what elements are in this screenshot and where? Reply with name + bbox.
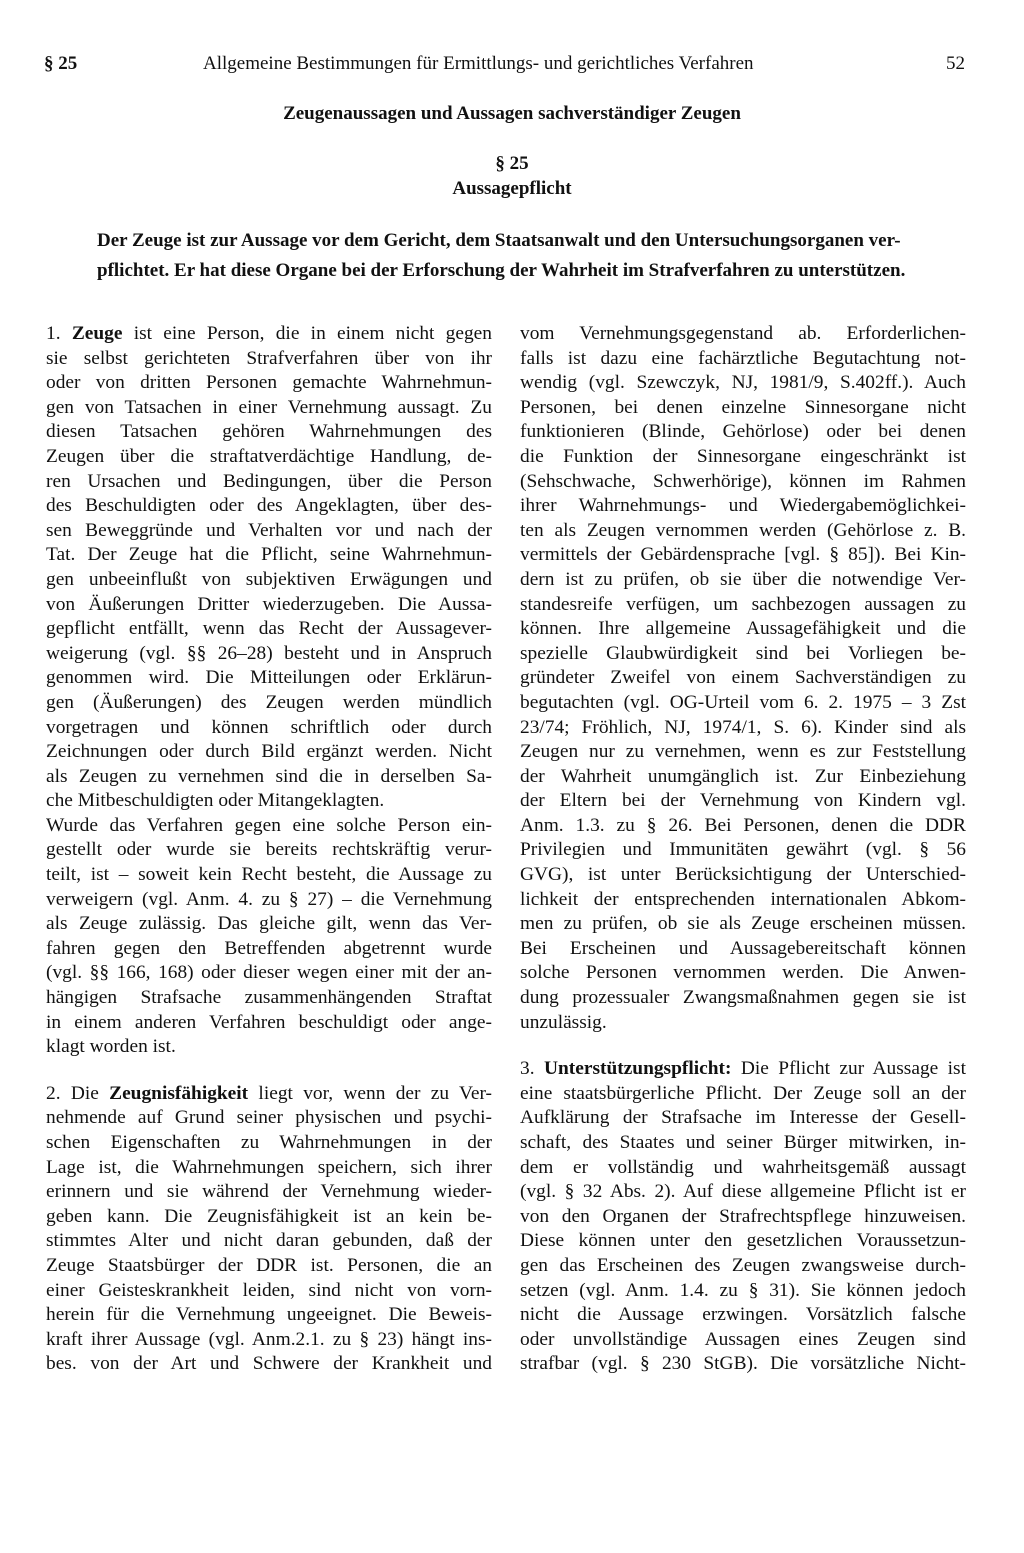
para3-body: [520, 1082, 966, 1377]
text-line: gen das Erscheinen des Zeugen zwangsweise durch-: [520, 1254, 966, 1276]
text-line: gen (Äußerungen) des Zeugen werden mündlich: [46, 691, 492, 713]
text-line: können. Ihre allgemeine Aussagefähigkeit und die: [520, 618, 966, 640]
text-line: Bei Erscheinen und Aussagebereitschaft können: [520, 937, 966, 959]
para2-first-line-rest: liegt vor, wenn der zu Ver-: [248, 1082, 492, 1104]
text-line: hängigen Strafsache zusammenhängenden Straftat: [46, 987, 492, 1009]
text-line: teilt, ist – soweit kein Recht besteht, die Aussage zu: [46, 864, 492, 886]
text-line: weigerung (vgl. §§ 26–28) besteht und in Anspruch: [46, 642, 492, 664]
text-line: Zeugen nur zu vernehmen, wenn es zur Feststellung: [520, 741, 966, 763]
text-line: von den Organen der Strafrechtspflege hinzuweisen.: [520, 1205, 966, 1227]
para1-number: 1.: [46, 323, 61, 344]
text-line: wendig (vgl. Szewczyk, NJ, 1981/9, S.402ff.). Auch: [520, 372, 966, 394]
text-line: Diese können unter den gesetzlichen Voraussetzun-: [520, 1230, 966, 1252]
para3-term: Unterstützungspflicht:: [543, 1058, 732, 1080]
text-line: bes. von der Art und Schwere der Krankheit und: [46, 1353, 492, 1375]
text-line: strafbar (vgl. § 230 StGB). Die vorsätzliche Nicht-: [520, 1353, 966, 1375]
text-line: eine staatsbürgerliche Pflicht. Der Zeuge soll an der: [520, 1082, 966, 1104]
text-line: nicht die Aussage erzwingen. Vorsätzlich falsche: [520, 1304, 966, 1326]
text-line: men zu prüfen, ob sie als Zeuge erscheinen müssen.: [520, 913, 966, 935]
text-line: sen Beweggründe und Verhalten vor und nach der: [46, 519, 492, 541]
chapter-heading: Zeugenaussagen und Aussagen sachverständiger Zeugen: [283, 103, 741, 124]
para1-term: Zeuge: [71, 323, 123, 344]
text-line: nehmende auf Grund seiner physischen und psychi-: [46, 1107, 492, 1129]
para2-body: [46, 1106, 492, 1377]
text-line: dem er vollständig und wahrheitsgemäß aussagt: [520, 1156, 966, 1178]
text-line: (Sehschwache, Schwerhörige), können im Rahmen: [520, 470, 966, 492]
text-line: Aufklärung der Strafsache im Interesse der Gesell-: [520, 1107, 966, 1129]
para2-first-line: [46, 1082, 492, 1107]
text-line: in einem anderen Verfahren beschuldigt oder ange-: [46, 1011, 492, 1033]
running-title: Allgemeine Bestimmungen für Ermittlungs- und gerichtliches Verfahren: [203, 53, 754, 74]
text-line: Privilegien und Immunitäten gewährt (vgl. § 56: [520, 839, 966, 861]
text-line: als Zeuge zulässig. Das gleiche gilt, wenn das Ver-: [46, 913, 492, 935]
para1-first-line: [46, 322, 492, 347]
text-line: kraft ihrer Aussage (vgl. Anm.2.1. zu § 23) hängt ins-: [46, 1328, 492, 1350]
text-line: Zeichnungen oder durch Bild ergänzt werden. Nicht: [46, 741, 492, 763]
text-line: Personen, bei denen einzelne Sinnesorgane nicht: [520, 396, 966, 418]
text-line: ren Ursachen und Bedingungen, über die Person: [46, 470, 492, 492]
text-line: gen von Tatsachen in einer Vernehmung aussagt. Zu: [46, 396, 492, 418]
para3-number: 3.: [520, 1058, 535, 1080]
text-line: der Eltern bei der Vernehmung von Kindern vgl.: [520, 790, 966, 812]
text-line: schen Eigenschaften zu Wahrnehmungen in der: [46, 1132, 492, 1153]
text-line: Zeuge Staatsbürger der DDR ist. Personen, die an: [46, 1254, 492, 1276]
text-line: fahren gegen den Betreffenden abgetrennt wurde: [46, 937, 492, 959]
statute-line: Der Zeuge ist zur Aussage vor dem Gericht, dem Staatsanwalt und den Untersuchungsorganen ver-: [97, 230, 901, 251]
text-line: solche Personen vernommen werden. Die Anwen-: [520, 962, 966, 984]
text-line: spezielle Glaubwürdigkeit sind bei Vorliegen be-: [520, 642, 966, 664]
para2-continuation: [520, 322, 966, 1035]
text-line: begutachten (vgl. OG-Urteil vom 6. 2. 1975 – 3 Zst: [520, 691, 966, 713]
text-line: diesen Tatsachen gehören Wahrnehmungen des: [46, 421, 492, 443]
text-line: falls ist dazu eine fachärztliche Begutachtung not-: [520, 347, 966, 369]
running-section-number: § 25: [44, 53, 78, 74]
text-line: vom Vernehmungsgegenstand ab. Erforderlichen-: [520, 323, 966, 344]
para1-first-line-rest: ist eine Person, die in einem nicht gegen: [122, 323, 492, 344]
paragraph-number: § 25: [495, 153, 529, 174]
text-line: als Zeugen zu vernehmen sind die in derselben Sa-: [46, 765, 492, 787]
text-line: vermittels der Gebärdensprache [vgl. § 85]). Bei Kin-: [520, 544, 966, 566]
statute-text: [97, 226, 929, 286]
text-line: (vgl. § 32 Abs. 2). Auf diese allgemeine Pflicht ist er: [520, 1181, 966, 1203]
text-line: gepflicht entfällt, wenn das Recht der Aussagever-: [46, 618, 492, 640]
text-line: oder von dritten Personen gemachte Wahrnehmun-: [46, 372, 492, 394]
text-line: herein für die Vernehmung ungeeignet. Die Beweis-: [46, 1304, 492, 1326]
text-line: Tat. Der Zeuge hat die Pflicht, seine Wahrnehmun-: [46, 544, 492, 566]
text-line: setzen (vgl. Anm. 1.4. zu § 31). Sie können jedoch: [520, 1279, 966, 1301]
text-line: die Funktion der Sinnesorgane eingeschränkt ist: [520, 445, 966, 467]
text-line: klagt worden ist.: [46, 1036, 176, 1058]
text-line: des Beschuldigten oder des Angeklagten, über des-: [46, 495, 492, 517]
text-line: sie selbst gerichteten Strafverfahren über von ihr: [46, 347, 492, 369]
para3-first-line: [520, 1057, 966, 1082]
text-line: verweigern (vgl. Anm. 4. zu § 27) – die Vernehmung: [46, 888, 492, 910]
text-line: unzulässig.: [520, 1011, 607, 1033]
text-line: Anm. 1.3. zu § 26. Bei Personen, denen die DDR: [520, 814, 966, 836]
text-line: dung prozessualer Zwangsmaßnahmen gegen sie ist: [520, 987, 966, 1009]
statute-line: pflichtet. Er hat diese Organe bei der Erforschung der Wahrheit im Strafverfahren zu unterstützen.: [97, 260, 906, 281]
text-line: (vgl. §§ 166, 168) oder dieser wegen einer mit der an-: [46, 962, 492, 984]
para2-term: Zeugnisfähigkeit: [109, 1082, 249, 1104]
text-line: 23/74; Fröhlich, NJ, 1974/1, S. 6). Kinder sind als: [520, 716, 966, 738]
page-number: 52: [946, 53, 965, 74]
text-line: der Wahrheit unumgänglich ist. Zur Einbeziehung: [520, 765, 966, 787]
text-line: erinnern und sie während der Vernehmung wieder-: [46, 1181, 492, 1203]
text-line: schaft, des Staates und seiner Bürger mitwirken, in-: [520, 1132, 966, 1153]
text-line: gen unbeeinflußt von subjektiven Erwägungen und: [46, 568, 492, 590]
text-line: genommen wird. Die Mitteilungen oder Erklärun-: [46, 667, 492, 689]
text-line: lichkeit der entsprechenden internationalen Abkom-: [520, 888, 966, 910]
para1b-body: [46, 814, 492, 1060]
text-line: gestellt oder wurde sie bereits rechtskräftig verur-: [46, 839, 492, 861]
text-line: funktionieren (Blinde, Gehörlose) oder bei denen: [520, 421, 966, 443]
text-line: dern ist zu prüfen, ob sie über die notwendige Ver-: [520, 568, 966, 590]
text-line: Lage ist, die Wahrnehmungen speichern, sich ihrer: [46, 1156, 492, 1178]
text-line: einer Geisteskrankheit leiden, sind nicht von vorn-: [46, 1279, 492, 1301]
text-line: Zeugen über die straftatverdächtige Handlung, de-: [46, 445, 492, 467]
text-line: standesreife verfügen, um sachbezogen aussagen zu: [520, 593, 966, 615]
para2-number: 2. Die: [46, 1082, 99, 1104]
text-line: geben kann. Die Zeugnisfähigkeit ist an kein be-: [46, 1205, 492, 1227]
text-line: che Mitbeschuldigten oder Mitangeklagten.: [46, 790, 385, 812]
para3-first-line-rest: Die Pflicht zur Aussage ist: [731, 1058, 966, 1080]
text-line: ten als Zeugen vernommen werden (Gehörlose z. B.: [520, 519, 966, 541]
text-line: vorgetragen und können schriftlich oder durch: [46, 716, 492, 738]
para1-body: [46, 347, 492, 814]
paragraph-title: Aussagepflicht: [452, 178, 572, 199]
text-line: Wurde das Verfahren gegen eine solche Person ein-: [46, 814, 492, 836]
text-line: oder unvollständige Aussagen eines Zeugen sind: [520, 1328, 966, 1350]
text-line: ihrer Wahrnehmungs- und Wiedergabemöglichkei-: [520, 495, 966, 517]
text-line: stimmtes Alter und nicht daran gebunden, daß der: [46, 1230, 492, 1252]
text-line: GVG), ist unter Berücksichtigung der Unterschied-: [520, 864, 966, 886]
commentary-right-column: [520, 322, 966, 1377]
text-line: gründeter Zweifel von einem Sachverständigen zu: [520, 667, 966, 689]
commentary-left-column: [46, 322, 492, 1377]
text-line: von Äußerungen Dritter wiederzugeben. Die Aussa-: [46, 593, 492, 615]
